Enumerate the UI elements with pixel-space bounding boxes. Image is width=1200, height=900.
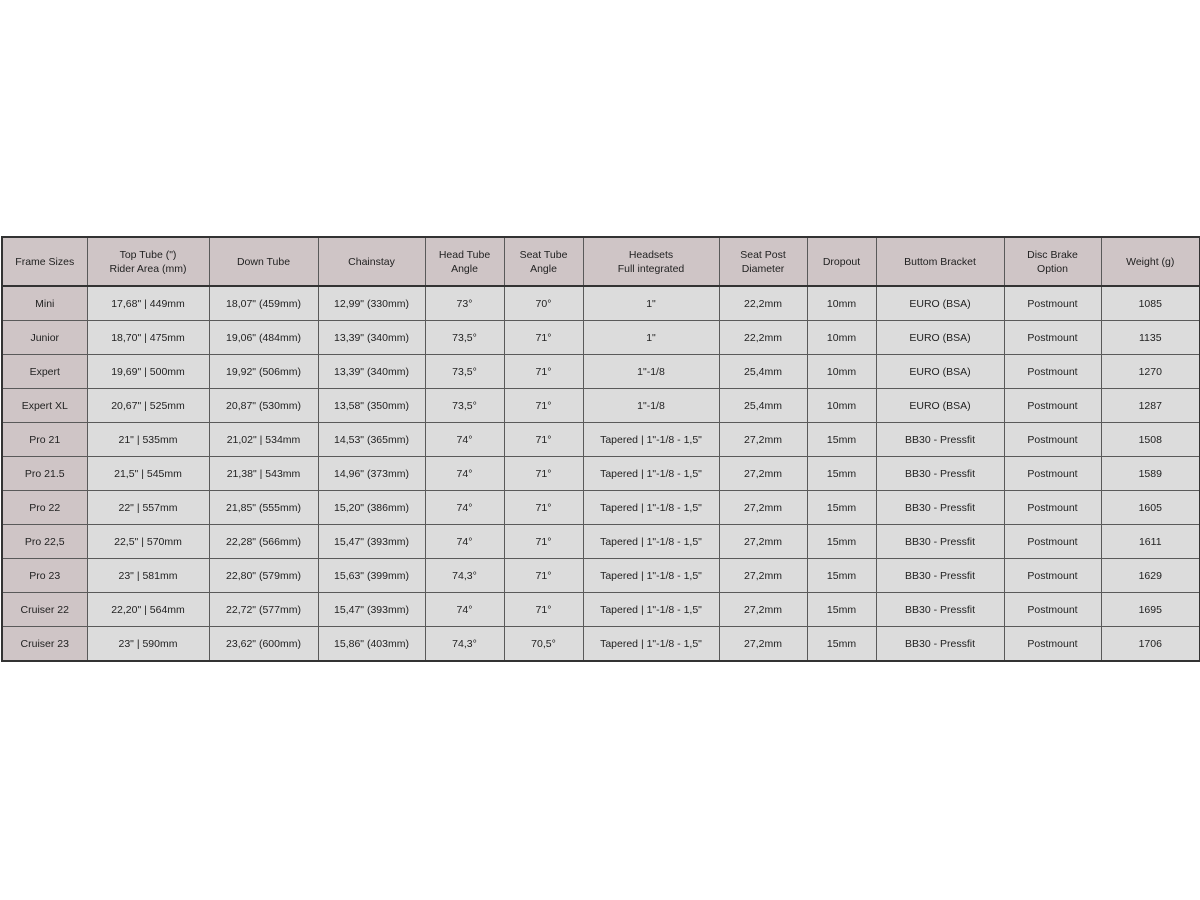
- column-header-line2: Rider Area (mm): [109, 262, 187, 275]
- column-header-line1: Disc Brake: [1027, 248, 1078, 261]
- column-header-line1: Weight (g): [1126, 255, 1175, 268]
- table-cell: 1605: [1101, 491, 1200, 525]
- table-cell: 15mm: [807, 423, 876, 457]
- column-header: [719, 237, 807, 286]
- table-cell: 15,63" (399mm): [318, 559, 425, 593]
- table-cell: 73,5°: [425, 355, 504, 389]
- table-cell: 71°: [504, 423, 583, 457]
- table-cell: 1": [583, 286, 719, 321]
- column-header-line1: Headsets: [628, 248, 674, 261]
- table-cell: 13,39" (340mm): [318, 321, 425, 355]
- table-cell: BB30 - Pressfit: [876, 423, 1004, 457]
- table-cell: Tapered | 1"-1/8 - 1,5": [583, 491, 719, 525]
- table-cell: 1": [583, 321, 719, 355]
- table-cell: 74°: [425, 593, 504, 627]
- table-cell: 71°: [504, 389, 583, 423]
- table-cell: 23" | 590mm: [87, 627, 209, 662]
- table-cell: 15mm: [807, 627, 876, 662]
- table-cell: 15,20" (386mm): [318, 491, 425, 525]
- table-cell: BB30 - Pressfit: [876, 593, 1004, 627]
- table-cell: 18,07" (459mm): [209, 286, 318, 321]
- frame-size-label: Cruiser 22: [2, 593, 87, 627]
- table-cell: 71°: [504, 525, 583, 559]
- table-cell: 20,87" (530mm): [209, 389, 318, 423]
- table-cell: 15mm: [807, 525, 876, 559]
- column-header-line1: Dropout: [822, 255, 861, 268]
- table-cell: 22,2mm: [719, 286, 807, 321]
- table-cell: 19,69" | 500mm: [87, 355, 209, 389]
- table-cell: 73,5°: [425, 321, 504, 355]
- table-cell: Postmount: [1004, 423, 1101, 457]
- table-row: [2, 593, 1200, 627]
- table-cell: Tapered | 1"-1/8 - 1,5": [583, 525, 719, 559]
- table-cell: 13,58" (350mm): [318, 389, 425, 423]
- table-cell: Postmount: [1004, 491, 1101, 525]
- column-header-line2: Option: [1037, 262, 1068, 275]
- table-cell: 15,86" (403mm): [318, 627, 425, 662]
- table-cell: 15,47" (393mm): [318, 593, 425, 627]
- table-cell: 22,5" | 570mm: [87, 525, 209, 559]
- table-cell: 22,80" (579mm): [209, 559, 318, 593]
- table-cell: 21,02" | 534mm: [209, 423, 318, 457]
- table-cell: Postmount: [1004, 286, 1101, 321]
- table-cell: 74°: [425, 423, 504, 457]
- frame-size-label: Expert XL: [2, 389, 87, 423]
- frame-size-label: Pro 22,5: [2, 525, 87, 559]
- table-row: [2, 286, 1200, 321]
- table-cell: 73,5°: [425, 389, 504, 423]
- table-cell: BB30 - Pressfit: [876, 559, 1004, 593]
- table-row: [2, 389, 1200, 423]
- table-cell: 71°: [504, 355, 583, 389]
- column-header-line1: Frame Sizes: [15, 255, 75, 268]
- table-cell: 15mm: [807, 491, 876, 525]
- column-header: [504, 237, 583, 286]
- column-header: [425, 237, 504, 286]
- table-cell: 22,72" (577mm): [209, 593, 318, 627]
- table-cell: 1611: [1101, 525, 1200, 559]
- column-header: [1101, 237, 1200, 286]
- table-cell: Tapered | 1"-1/8 - 1,5": [583, 627, 719, 662]
- frame-size-label: Expert: [2, 355, 87, 389]
- column-header: [87, 237, 209, 286]
- column-header-line2: Full integrated: [617, 262, 685, 275]
- table-cell: 74,3°: [425, 559, 504, 593]
- table-cell: 14,53" (365mm): [318, 423, 425, 457]
- table-row: [2, 559, 1200, 593]
- table-cell: 25,4mm: [719, 355, 807, 389]
- table-cell: 71°: [504, 321, 583, 355]
- table-cell: 22,20" | 564mm: [87, 593, 209, 627]
- table-cell: 14,96" (373mm): [318, 457, 425, 491]
- table-cell: Postmount: [1004, 559, 1101, 593]
- column-header-line2: Angle: [451, 262, 478, 275]
- column-header-line2: Angle: [530, 262, 557, 275]
- column-header-line1: Buttom Bracket: [904, 255, 976, 268]
- table-body: [2, 286, 1200, 661]
- table-cell: 27,2mm: [719, 627, 807, 662]
- table-cell: 22,28" (566mm): [209, 525, 318, 559]
- table-cell: 23,62" (600mm): [209, 627, 318, 662]
- table-cell: 21" | 535mm: [87, 423, 209, 457]
- table-cell: Postmount: [1004, 593, 1101, 627]
- table-cell: 17,68" | 449mm: [87, 286, 209, 321]
- table-cell: 21,38" | 543mm: [209, 457, 318, 491]
- table-cell: Tapered | 1"-1/8 - 1,5": [583, 457, 719, 491]
- column-header-line1: Chainstay: [348, 255, 395, 268]
- table-cell: BB30 - Pressfit: [876, 627, 1004, 662]
- table-cell: Postmount: [1004, 355, 1101, 389]
- table-cell: 27,2mm: [719, 457, 807, 491]
- table-cell: Postmount: [1004, 389, 1101, 423]
- column-header: [807, 237, 876, 286]
- table-cell: Postmount: [1004, 525, 1101, 559]
- table-row: [2, 355, 1200, 389]
- table-cell: BB30 - Pressfit: [876, 491, 1004, 525]
- table-cell: 1085: [1101, 286, 1200, 321]
- table-cell: EURO (BSA): [876, 321, 1004, 355]
- column-header-line1: Seat Tube: [519, 248, 568, 261]
- frame-size-label: Pro 22: [2, 491, 87, 525]
- table-cell: 27,2mm: [719, 559, 807, 593]
- table-cell: 1629: [1101, 559, 1200, 593]
- table-cell: 73°: [425, 286, 504, 321]
- table-cell: 70,5°: [504, 627, 583, 662]
- frame-size-label: Mini: [2, 286, 87, 321]
- table-cell: 10mm: [807, 321, 876, 355]
- table-cell: 74°: [425, 525, 504, 559]
- table-cell: 21,5" | 545mm: [87, 457, 209, 491]
- frame-size-label: Pro 21.5: [2, 457, 87, 491]
- table-cell: Postmount: [1004, 627, 1101, 662]
- table-row: [2, 525, 1200, 559]
- table-cell: Postmount: [1004, 321, 1101, 355]
- table-cell: 22" | 557mm: [87, 491, 209, 525]
- column-header-line2: Diameter: [741, 262, 785, 275]
- column-header: [583, 237, 719, 286]
- table-cell: 18,70" | 475mm: [87, 321, 209, 355]
- frame-size-label: Cruiser 23: [2, 627, 87, 662]
- frame-geometry-table-container: [1, 236, 1199, 662]
- table-cell: 20,67" | 525mm: [87, 389, 209, 423]
- column-header-line1: Down Tube: [236, 255, 291, 268]
- table-cell: 27,2mm: [719, 491, 807, 525]
- table-row: [2, 321, 1200, 355]
- table-cell: 74°: [425, 457, 504, 491]
- table-cell: 27,2mm: [719, 423, 807, 457]
- table-cell: 12,99" (330mm): [318, 286, 425, 321]
- column-header: [318, 237, 425, 286]
- table-cell: Tapered | 1"-1/8 - 1,5": [583, 593, 719, 627]
- table-cell: 1508: [1101, 423, 1200, 457]
- column-header-line1: Top Tube ("): [119, 248, 177, 261]
- table-cell: EURO (BSA): [876, 389, 1004, 423]
- table-row: [2, 627, 1200, 662]
- table-cell: 22,2mm: [719, 321, 807, 355]
- table-cell: 15mm: [807, 593, 876, 627]
- table-cell: 19,06" (484mm): [209, 321, 318, 355]
- table-cell: Tapered | 1"-1/8 - 1,5": [583, 423, 719, 457]
- table-cell: Tapered | 1"-1/8 - 1,5": [583, 559, 719, 593]
- table-cell: 10mm: [807, 355, 876, 389]
- table-cell: BB30 - Pressfit: [876, 457, 1004, 491]
- column-header-line1: Head Tube: [438, 248, 491, 261]
- table-cell: 19,92" (506mm): [209, 355, 318, 389]
- frame-size-label: Junior: [2, 321, 87, 355]
- frame-size-label: Pro 21: [2, 423, 87, 457]
- table-cell: 74°: [425, 491, 504, 525]
- table-cell: 1"-1/8: [583, 355, 719, 389]
- table-cell: 1589: [1101, 457, 1200, 491]
- table-cell: EURO (BSA): [876, 286, 1004, 321]
- table-cell: 1695: [1101, 593, 1200, 627]
- table-cell: 15mm: [807, 559, 876, 593]
- column-header: [209, 237, 318, 286]
- table-header: [2, 237, 1200, 286]
- column-header: [2, 237, 87, 286]
- table-cell: 1"-1/8: [583, 389, 719, 423]
- column-header-line1: Seat Post: [740, 248, 786, 261]
- table-cell: 21,85" (555mm): [209, 491, 318, 525]
- table-cell: 1706: [1101, 627, 1200, 662]
- table-cell: 71°: [504, 593, 583, 627]
- table-cell: 71°: [504, 457, 583, 491]
- column-header: [1004, 237, 1101, 286]
- table-cell: 27,2mm: [719, 525, 807, 559]
- table-cell: 15mm: [807, 457, 876, 491]
- table-cell: EURO (BSA): [876, 355, 1004, 389]
- table-cell: BB30 - Pressfit: [876, 525, 1004, 559]
- table-row: [2, 491, 1200, 525]
- table-cell: 71°: [504, 559, 583, 593]
- table-cell: 70°: [504, 286, 583, 321]
- table-cell: 25,4mm: [719, 389, 807, 423]
- table-row: [2, 457, 1200, 491]
- header-row: [2, 237, 1200, 286]
- table-cell: 10mm: [807, 389, 876, 423]
- table-cell: 27,2mm: [719, 593, 807, 627]
- table-cell: Postmount: [1004, 457, 1101, 491]
- table-row: [2, 423, 1200, 457]
- table-cell: 1270: [1101, 355, 1200, 389]
- table-cell: 71°: [504, 491, 583, 525]
- table-cell: 1135: [1101, 321, 1200, 355]
- table-cell: 10mm: [807, 286, 876, 321]
- table-cell: 74,3°: [425, 627, 504, 662]
- column-header: [876, 237, 1004, 286]
- table-cell: 1287: [1101, 389, 1200, 423]
- frame-geometry-table: [1, 236, 1200, 662]
- table-cell: 23" | 581mm: [87, 559, 209, 593]
- frame-size-label: Pro 23: [2, 559, 87, 593]
- table-cell: 13,39" (340mm): [318, 355, 425, 389]
- table-cell: 15,47" (393mm): [318, 525, 425, 559]
